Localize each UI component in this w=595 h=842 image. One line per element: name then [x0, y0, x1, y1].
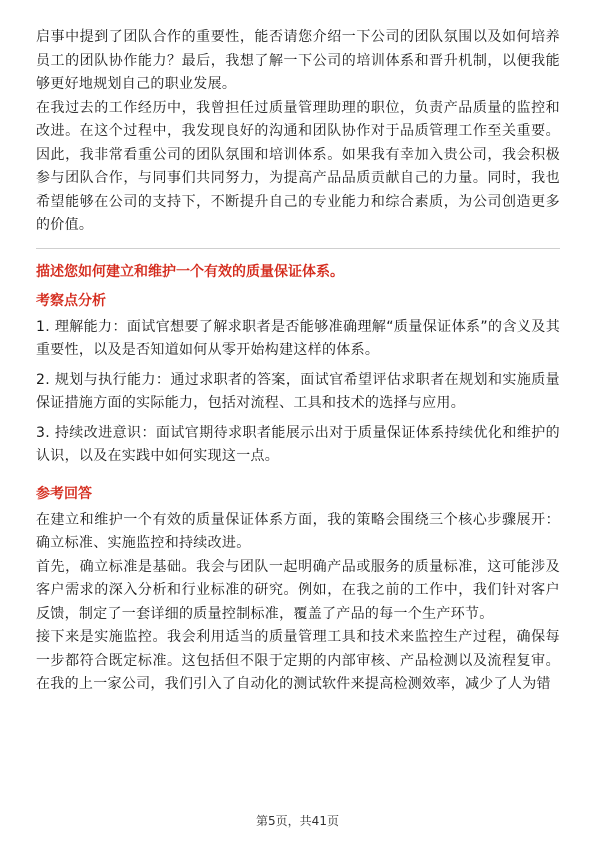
page-number: 第5页，共41页 [256, 814, 339, 828]
analysis-item: 1. 理解能力：面试官想要了解求职者是否能够准确理解“质量保证体系”的含义及其重要性，以及是否知道如何从零开始构建这样的体系。 [36, 318, 560, 358]
analysis-item: 2. 规划与执行能力：通过求职者的答案，面试官希望评估求职者在规划和实施质量保证措施方面的实际能力，包括对流程、工具和技术的选择与应用。 [36, 371, 560, 411]
document-body [36, 26, 560, 697]
question-heading: 描述您如何建立和维护一个有效的质量保证体系。 [36, 263, 344, 280]
answer-paragraph: 首先，确立标准是基础。我会与团队一起明确产品或服务的质量标准，这可能涉及客户需求的深入分析和行业标准的研究。例如，在我之前的工作中，我们针对客户反馈，制定了一套详细的质量控制标准，覆盖了产品的每一个生产环节。 [36, 558, 560, 622]
answer-title: 参考回答 [36, 485, 92, 502]
section-divider [36, 248, 560, 249]
analysis-item: 3. 持续改进意识：面试官期待求职者能展示出对于质量保证体系持续优化和维护的认识，以及在实践中如何实现这一点。 [36, 424, 560, 464]
intro-paragraph: 在我过去的工作经历中，我曾担任过质量管理助理的职位，负责产品质量的监控和改进。在这个过程中，我发现良好的沟通和团队协作对于品质管理工作至关重要。因此，我非常看重公司的团队氛围和培训体系。如果我有幸加入贵公司，我会积极参与团队合作，与同事们共同努力，为提高产品品质贡献自己的力量。同时，我也希望能够在公司的支持下，不断提升自己的专业能力和综合素质，为公司创造更多的价值。 [36, 99, 560, 233]
intro-paragraph: 启事中提到了团队合作的重要性，能否请您介绍一下公司的团队氛围以及如何培养员工的团队协作能力？最后，我想了解一下公司的培训体系和晋升机制，以便我能够更好地规划自己的职业发展。 [36, 29, 560, 92]
answer-paragraph: 接下来是实施监控。我会利用适当的质量管理工具和技术来监控生产过程，确保每一步都符合既定标准。这包括但不限于定期的内部审核、产品检测以及流程复审。在我的上一家公司，我们引入了自动化的测试软件来提高检测效率，减少了人为错 [36, 629, 560, 692]
section-spacer [36, 475, 560, 483]
answer-paragraph: 在建立和维护一个有效的质量保证体系方面，我的策略会围绕三个核心步骤展开：确立标准、实施监控和持续改进。 [36, 511, 560, 551]
analysis-title: 考察点分析 [36, 292, 106, 309]
